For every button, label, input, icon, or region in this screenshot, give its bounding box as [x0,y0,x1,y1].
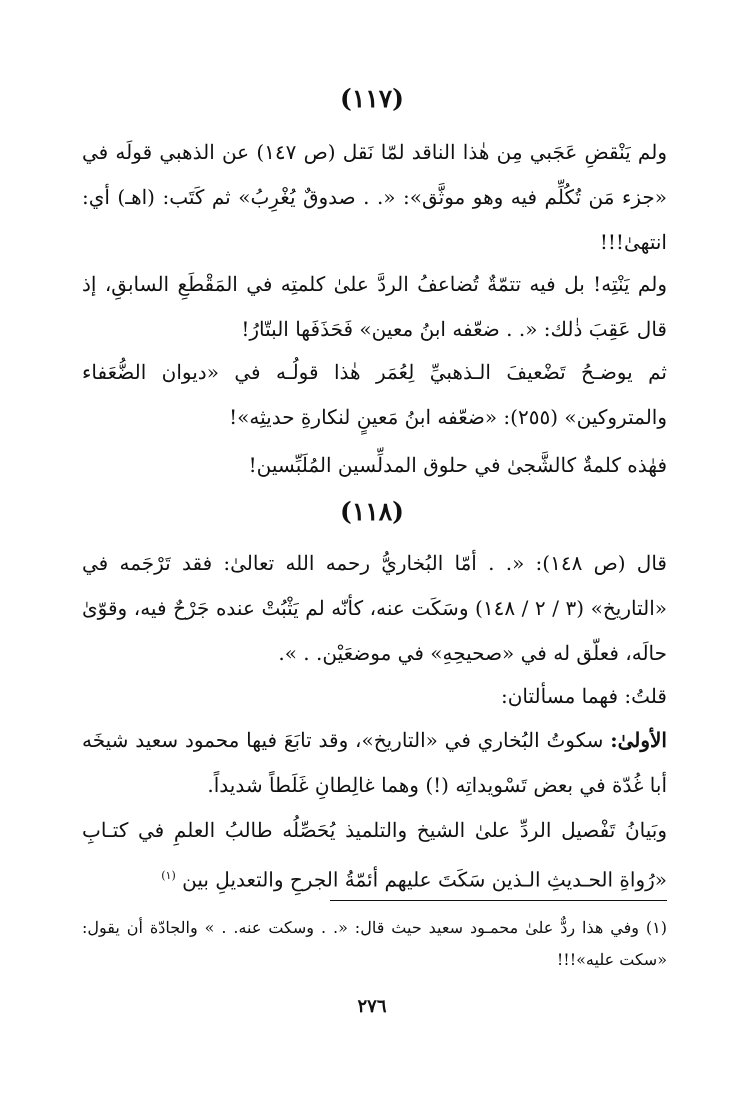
paragraph-6: قلتُ: فهما مسألتان: [500,684,667,708]
footnote: (١) وفي هذا ردٌّ علىٰ محمـود سعيد حيث قال: «. . وسكت عنه. . » والجادّة أن يقول: «سكت عليه»!!! [82,918,668,969]
paragraph-7 [82,718,667,808]
section-number-117: (١١٧) [340,84,404,113]
paragraph-7-text: سكوتُ البُخاري في «التاريخ»، وقد تابَعَ فيها محمود سعيد شيخَه أبا غُدّة في بعض تَسْويداتِه (!) وهما غالِطانِ غَلَطاً شديداً. [82,728,667,797]
paragraph-1: ولم يَنْقضِ عَجَبي مِن هٰذا الناقد لمّا نَقل (ص ١٤٧) عن الذهبي قولَه في «جزء مَن تُكُلِّم فيه وهو موثَّق»: «. . صدوقٌ يُغْرِبُ» ثم كَتَب: (اهـ) أي: انتهىٰ!!! [82,140,667,254]
paragraph-4: فهٰذه كلمةٌ كالشَّجىٰ في حلوق المدلِّسين المُلَبِّسين! [248,453,667,477]
paragraph-3: ثم يوضـحُ تَضْعيفَ الـذهبيِّ لِعُمَر هٰذا قولُـه في «ديوان الضُّعَفاء والمتروكين» (٢٥٥): «ضعّفه ابنُ مَعينٍ لنكارةِ حديثِه»! [82,360,667,429]
page-number: ٢٧٦ [357,996,387,1017]
footnote-marker: (١) [161,869,176,882]
paragraph-8-text: وبَيانُ تَفْصيل الردِّ علىٰ الشيخ والتلميذ يُحَصِّلُه طالبُ العلمِ في كتـابِ «رُواةِ الحـديثِ الـذين سَكَتَ عليهم أئمّةُ الجرحِ والتعديلِ بين [82,818,667,892]
section-number-118: (١١٨) [340,497,404,526]
first-point-label: الأولىٰ: [610,728,667,752]
paragraph-5: قال (ص ١٤٨): «. . أمّا البُخاريُّ رحمه الله تعالىٰ: فقد تَرْجَمه في «التاريخ» (٣ / ٢ / ١٤٨) وسَكَت عنه، كأنّه لم يَثْبُتْ عنده جَرْحٌ فيه، وقوّىٰ حالَه، فعلّق له في «صحيحِهِ» في موضعَيْن. . ». [82,551,668,665]
paragraph-8 [82,808,667,903]
paragraph-2: ولم يَنْتِه! بل فيه تتمّةٌ تُضاعفُ الردَّ علىٰ كلمتِه في المَقْطَعِ السابقِ، إذ قال عَقِبَ ذٰلك: «. . ضعّفه ابنُ معين» فَحَذَفَها البتّارُ! [82,272,667,341]
footnote-divider [330,900,667,901]
